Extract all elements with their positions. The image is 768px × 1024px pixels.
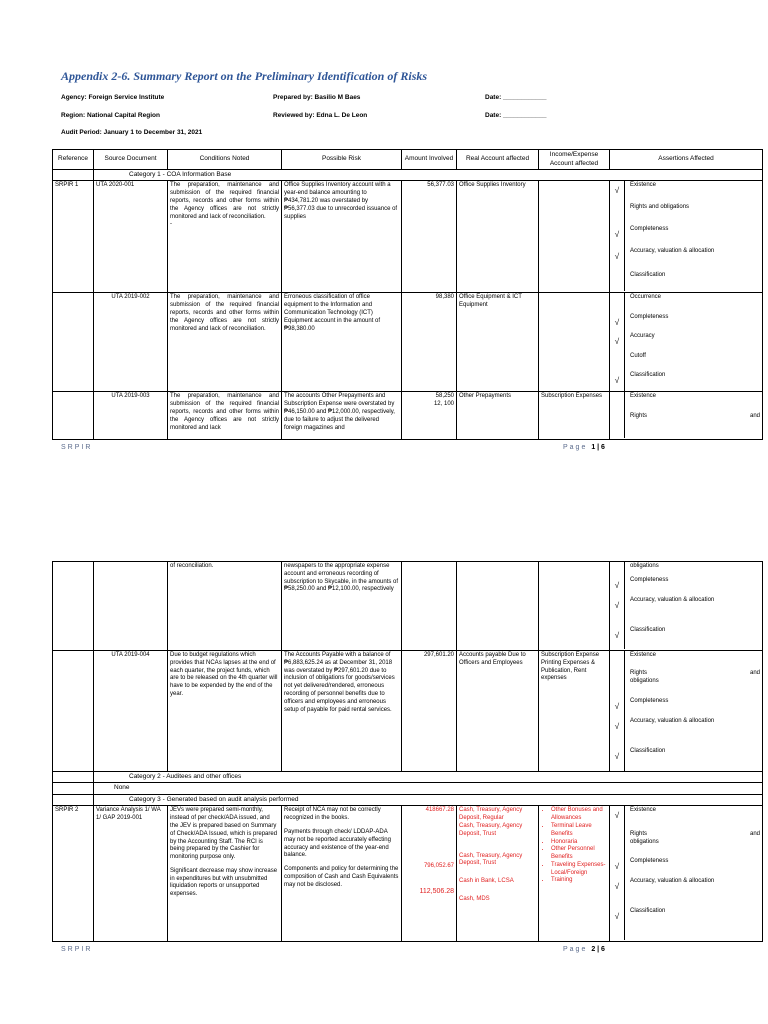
assertion-check [610, 412, 625, 438]
assertion-label: Existence [630, 182, 657, 189]
assertion-label: Rights [630, 831, 648, 838]
footer-page-word: Page [563, 444, 588, 451]
assertion-label: Rights [630, 670, 648, 676]
condition-text: The preparation, maintenance and submission of the required financial reports, records and other forms within the Agency offices are not strictly monitored and lack [168, 392, 282, 440]
assertions-cell [610, 806, 763, 942]
assertion-label-and: and [749, 831, 760, 838]
footer-page-word: Page [563, 946, 588, 953]
amount-cell-2: 796,052.67 [423, 863, 454, 870]
risk-cell-2: Payments through check/ LDDAP-ADA may not be reported accurately effecting accuracy and existence of the year-end balance. [284, 828, 391, 859]
category-2-none: None [94, 783, 763, 794]
income-account-cell [539, 293, 610, 392]
assertion-label: Classification [630, 908, 666, 915]
risk-cell: The Accounts Payable with a balance of ₱6,883,625.24 as at December 31, 2018 was overstated by ₱297,601.20 due to inclusion of obligations for goods/services not yet delivered/rendered, erroneous recording of personnel benefits due to officers and employees and erroneous setup of payable for paid rental services. [282, 651, 402, 772]
assertion-check [610, 271, 625, 291]
assertion-label-and: and [749, 413, 760, 420]
assertion-check: √ [610, 181, 625, 203]
risk-cell-3: Components and policy for determining the composition of Cash and Cash Equivalents may not be disclosed. [284, 866, 399, 888]
assertions-cell [610, 181, 763, 293]
footer-srpir-2: SRPIR [61, 946, 93, 953]
amount-cell-3: 112,506.28 [419, 888, 454, 896]
date-field-2: Date: ____________ [485, 112, 547, 119]
real-account-cell-5: Cash, MDS [459, 895, 490, 902]
real-account-cell: Other Prepayments [457, 392, 539, 440]
assertion-label: Existence [630, 652, 657, 658]
assertion-label: Classification [630, 272, 666, 279]
assertion-check: √ [610, 332, 625, 352]
assertion-check: √ [610, 907, 625, 940]
assertion-label: Classification [630, 748, 666, 754]
assertion-check: √ [610, 371, 625, 391]
income-account-cell: Subscription Expenses [539, 392, 610, 440]
agency-label: Agency: Foreign Service Institute [61, 94, 165, 101]
ref-cell: SRPIR 1 [53, 181, 94, 293]
table-row [53, 651, 763, 772]
amount-cell: 98,380 [402, 293, 457, 392]
assertion-label: obligations [630, 563, 659, 569]
assertion-label: Completeness [630, 226, 669, 233]
condition-text: JEVs were prepared semi-monthly, instead of per check/ADA issued, and the JEV is prepared based on Summary of Check/ADA Issued, which is prepared by the Accounting Staff. The RCI is being prepared by the Cashier for monitoring purpose only. [170, 807, 278, 861]
assertion-label: Existence [630, 807, 657, 814]
region-label: Region: National Capital Region [61, 112, 160, 119]
header-source: Source Document [94, 150, 168, 170]
amount-cell: 56,377.03 [402, 181, 457, 293]
ref-cell [53, 392, 94, 440]
assertion-label: Classification [630, 372, 666, 379]
ref-cell: SRPIR 2 [53, 806, 94, 942]
assertions-cell [610, 293, 763, 392]
table-row [53, 293, 763, 392]
assertion-label: Completeness [630, 698, 669, 704]
header-assertions: Assertions Affected [610, 150, 763, 170]
table-row [53, 392, 763, 440]
risk-cell: The accounts Other Prepayments and Subscription Expense were overstated by ₱46,150.00 and ₱12,000.00, respectively, due to failure to adjust the delivered foreign magazines and [282, 392, 402, 440]
assertion-check [610, 352, 625, 371]
assertion-check: √ [610, 857, 625, 877]
assertion-check [610, 824, 625, 857]
footer-page-num: 2 | 6 [591, 946, 605, 953]
risk-cell: Erroneous classification of office equipment to the Information and Communication Technology (ICT) Equipment account in the amount of ₱98,380.00 [282, 293, 402, 392]
assertion-label: Accuracy, valuation & allocation [630, 878, 715, 885]
condition-text: of reconciliation. [168, 562, 282, 651]
footer-page-1 [563, 444, 605, 451]
list-item: • Traveling Expenses-Local/Foreign [551, 862, 607, 878]
assertion-label-and: and [749, 670, 760, 676]
assertion-check [610, 651, 625, 669]
assertion-label: Accuracy, valuation & allocation [630, 597, 715, 603]
source-cell: UTA 2020-001 [94, 181, 168, 293]
assertion-label: Completeness [630, 858, 669, 865]
table-row [53, 806, 763, 942]
table-row [53, 181, 763, 293]
risk-table-page2 [52, 561, 763, 942]
assertion-check: √ [610, 313, 625, 332]
header-income-account: Income/Expense Account affected [539, 150, 610, 170]
condition-text: Due to budget regulations which provides that NCAs lapses at the end of each quarter, the project funds, which are to be released on the 4th quarter will have to be expended by the end of the year. [168, 651, 282, 772]
real-account-cell-2: Cash, Treasury, Agency Deposit, Trust [459, 822, 523, 837]
header-risk: Possible Risk [282, 150, 402, 170]
assertion-check: √ [610, 626, 625, 649]
assertion-check [610, 392, 625, 412]
assertion-check: √ [610, 576, 625, 596]
assertion-check: √ [610, 747, 625, 771]
amount-cell-2: 12, 100 [433, 401, 454, 408]
footer-page-num: 1 | 6 [591, 444, 605, 451]
assertions-cell [610, 651, 763, 772]
assertion-label-obligations: obligations [630, 677, 659, 684]
source-cell: UTA 2019-002 [94, 293, 168, 392]
real-account-cell: Accounts payable Due to Officers and Employees [457, 651, 539, 772]
header-amount: Amount Involved [402, 150, 457, 170]
assertion-label: Completeness [630, 577, 669, 583]
risk-cell: Office Supplies Inventory account with a year-end balance amounting to ₱434,781.20 was overstated by ₱56,377.03 due to unrecorded issuance of supplies [282, 181, 402, 293]
risk-cell: Receipt of NCA may not be correctly recognized in the books. [284, 807, 381, 822]
assertion-check [610, 669, 625, 697]
list-item: • Other Personnel Benefits [551, 846, 607, 862]
condition-extra: - [170, 221, 172, 228]
assertion-check: √ [610, 225, 625, 247]
assertion-label: Accuracy, valuation & allocation [630, 248, 715, 255]
assertion-label: Accuracy, valuation & allocation [630, 718, 715, 724]
assertion-check: √ [610, 697, 625, 717]
assertion-check [610, 203, 625, 225]
assertions-cell [610, 392, 763, 440]
real-account-cell-4: Cash in Bank, LCSA [459, 878, 514, 885]
source-cell: UTA 2019-004 [94, 651, 168, 772]
assertion-label: Occurrence [630, 294, 662, 301]
assertion-check: √ [610, 247, 625, 271]
real-account-cell: Cash, Treasury, Agency Deposit, Regular [459, 807, 523, 822]
condition-text: The preparation, maintenance and submission of the required financial reports, records and other forms within the Agency offices are not strictly monitored and lack of reconciliation. [168, 293, 282, 392]
header-reference: Reference [53, 150, 94, 170]
risk-cell: newspapers to the appropriate expense account and erroneous recording of subscription to Skycable, in the amounts of ₱58,250.00 and ₱12,100.00, respectively [282, 562, 402, 651]
category-3: Category 3 - Generated based on audit analysis performed [94, 794, 763, 805]
condition-text: The preparation, maintenance and submission of the required financial reports, records and other forms within the Agency offices are not strictly monitored and lack of reconciliation. [170, 182, 279, 220]
prepared-by-label: Prepared by: Basilio M Baes [273, 94, 361, 101]
assertion-label: Accuracy [630, 333, 655, 340]
date-field-1: Date: ____________ [485, 94, 547, 101]
assertion-label: Rights [630, 413, 648, 420]
risk-table-page1 [52, 149, 763, 440]
amount-cell: 297,601.20 [402, 651, 457, 772]
source-cell: UTA 2019-003 [94, 392, 168, 440]
assertion-check: √ [610, 806, 625, 824]
assertion-label: Existence [630, 393, 657, 400]
amount-cell: 418667.28 [425, 807, 454, 814]
list-item: • Terminal Leave Benefits [551, 823, 607, 839]
assertion-label-obligations: obligations [630, 839, 659, 846]
footer-srpir-1: SRPIR [61, 444, 93, 451]
header-conditions: Conditions Noted [168, 150, 282, 170]
ref-cell [53, 293, 94, 392]
real-account-cell-3: Cash, Treasury, Agency Deposit, Trust [459, 852, 523, 867]
amount-cell: 58,250 [435, 393, 454, 400]
category-1: Category 1 - COA Information Base [94, 170, 763, 181]
income-account-cell: Subscription Expense Printing Expenses & Publication, Rent expenses [539, 651, 610, 772]
assertion-check [610, 562, 625, 576]
assertion-check: √ [610, 877, 625, 907]
assertions-cell [610, 562, 763, 651]
header-real-account: Real Account affected [457, 150, 539, 170]
list-item: • Training [551, 877, 607, 885]
source-cell: Variance Analysis 1/ WA 1/ GAP 2019-001 [94, 806, 168, 942]
table-row [53, 562, 763, 651]
footer-page-2 [563, 946, 605, 953]
assertion-label: Classification [630, 627, 666, 633]
report-title: Appendix 2-6. Summary Report on the Preliminary Identification of Risks [61, 69, 428, 83]
reviewed-by-label: Reviewed by: Edna L. De Leon [273, 112, 368, 119]
income-account-list [541, 807, 607, 885]
income-account-cell [539, 181, 610, 293]
assertion-label: Cutoff [630, 353, 646, 360]
list-item: • Other Bonuses and Allowances [551, 807, 607, 823]
audit-period-label: Audit Period: January 1 to December 31, 2021 [61, 129, 203, 136]
assertion-label: Rights and obligations [630, 204, 690, 211]
assertion-label: Completeness [630, 314, 669, 321]
category-2: Category 2 - Auditees and other offices [94, 772, 763, 783]
assertion-check: √ [610, 596, 625, 626]
assertion-check: √ [610, 717, 625, 747]
assertion-check [610, 293, 625, 313]
list-item: • Honoraria [551, 839, 607, 847]
condition-text-2: Significant decrease may show increase in expenditures but with unsubmitted liquidation reports or unsupported expenses. [170, 867, 278, 898]
real-account-cell: Office Equipment & ICT Equipment [457, 293, 539, 392]
real-account-cell: Office Supplies Inventory [457, 181, 539, 293]
